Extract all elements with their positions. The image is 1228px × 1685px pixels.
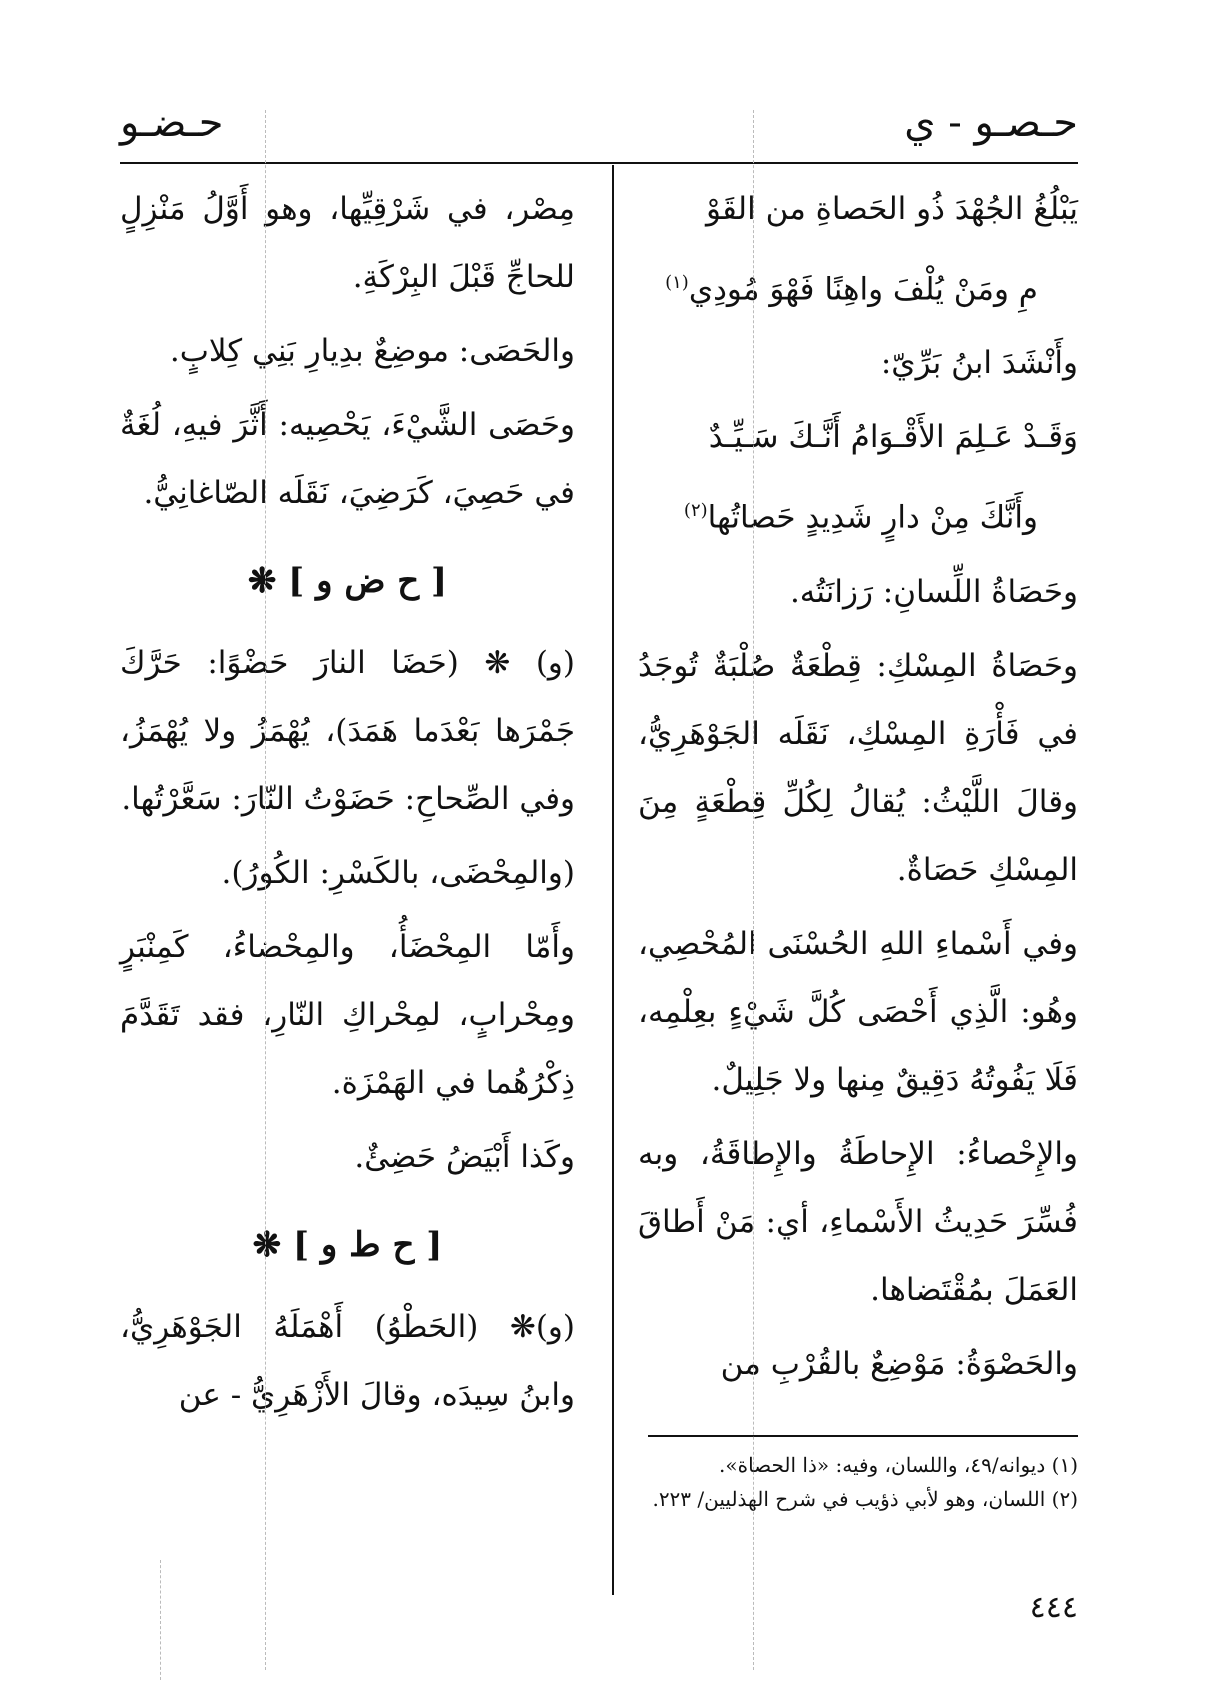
paragraph: وحَصَاةُ اللِّسانِ: رَزانَتُه. [789,573,1078,610]
paragraph: والإِحْصاءُ: الإِحاطَةُ والإِطاقَةُ، وبه فُسِّرَ حَدِيثُ الأَسْماءِ، أي: مَنْ أَطاقَ العَمَلَ بمُقْتَضاها. [638,1135,1078,1308]
paragraph: وحَصَى الشَّيْءَ، يَحْصِيه: أَثَّرَ فيهِ، لُغَةٌ في حَصِيَ، كَرَضِيَ، نَقَلَه الصّاغانِيُّ. [120,407,575,511]
page-number: ٤٤٤ [1029,1590,1078,1625]
scan-artifact-line [265,110,266,1670]
verse-line: وأَنَّكَ مِنْ دارٍ شَدِيدٍ حَصاتُها$^{(٢)}$ [683,499,1038,536]
footnote-marker: (١) [665,272,689,293]
entry-title: [ ح ض و ] ❋ [247,561,448,601]
header-right-title: حـصـو - ي [904,100,1078,146]
verse-line: مِ ومَنْ يُلْفَ واهِنًا فَهْوَ مُودِي$^{(١)}$ [665,271,1038,308]
paragraph: والحَصَى: موضِعٌ بدِيارِ بَنِي كِلابٍ. [169,333,575,369]
left-column [120,175,575,1435]
footnotes [648,1448,1078,1516]
paragraph: وأَمّا المِحْضَأُ، والمِحْضاءُ، كَمِنْبَرٍ ومِحْرابٍ، لمِحْراكِ النّارِ، فقد تَقَدَّمَ ذِكْرُهُما في الهَمْزَة. [120,929,575,1101]
paragraph: والحَصْوَةُ: مَوْضِعٌ بالقُرْبِ من [720,1345,1078,1382]
scan-artifact-line [160,1560,161,1680]
paragraph: (والمِحْضَى، بالكَسْرِ: الكُورُ). [221,855,575,891]
verse-line: يَبْلُغُ الجُهْدَ ذُو الحَصاةِ من القَوْ [705,191,1078,227]
paragraph: وكَذا أَبْيَضُ حَضِئٌ. [354,1139,575,1175]
footnote-rule [648,1435,1078,1437]
page-header [120,100,1078,160]
column-divider [612,165,614,1595]
footnote: (٢) اللسان، وهو لأبي ذؤيب في شرح الهذليين/ ٢٢٣. [652,1487,1078,1511]
header-rule [120,162,1078,164]
paragraph: وفي أَسْماءِ اللهِ الحُسْنَى المُحْصِي، وهُو: الَّذِي أَحْصَى كُلَّ شَيْءٍ بعِلْمِه، فَلَا يَفُوتُهُ دَقِيقٌ مِنها ولا جَلِيلٌ. [638,925,1078,1098]
scan-artifact-line [753,110,754,1670]
footnote-marker: (٢) [683,500,708,522]
entry-title: [ ح ط و ] ❋ [252,1225,443,1265]
paragraph: (و) ❋ (حَضَا النارَ حَضْوًا: حَرَّكَ جَمْرَها بَعْدَما هَمَدَ)، يُهْمَزُ ولا يُهْمَزُ، وفي الصِّحاحِ: حَضَوْتُ النّارَ: سَعَّرْتُها. [120,645,575,817]
paragraph: وحَصَاةُ المِسْكِ: قِطْعَةٌ صُلْبَةٌ تُوجَدُ في فَأْرَةِ المِسْكِ، نَقَلَه الجَوْهَرِيُّ، وقالَ اللَّيْثُ: يُقالُ لِكُلِّ قِطْعَةٍ مِنَ المِسْكِ حَصَاةٌ. [638,647,1078,888]
paragraph: (و)❋ (الحَطْوُ) أَهْمَلَهُ الجَوْهَرِيُّ، وابنُ سِيدَه، وقالَ الأَزْهَرِيُّ - عن [120,1309,575,1413]
footnote: (١) ديوانه/٤٩، واللسان، وفيه: «ذا الحصاة». [719,1453,1078,1477]
right-column [638,175,1078,1404]
header-left-title: حـضـو [120,100,224,146]
paragraph: وأَنْشَدَ ابنُ بَرِّيّ: [880,345,1078,382]
verse-line: وَقَـدْ عَـلِمَ الأَقْـوَامُ أَنَّـكَ سَـيِّـدٌ [708,419,1078,456]
paragraph: مِصْر، في شَرْقِيِّها، وهو أَوَّلُ مَنْزِلٍ للحاجِّ قَبْلَ البِرْكَةِ. [120,191,575,295]
